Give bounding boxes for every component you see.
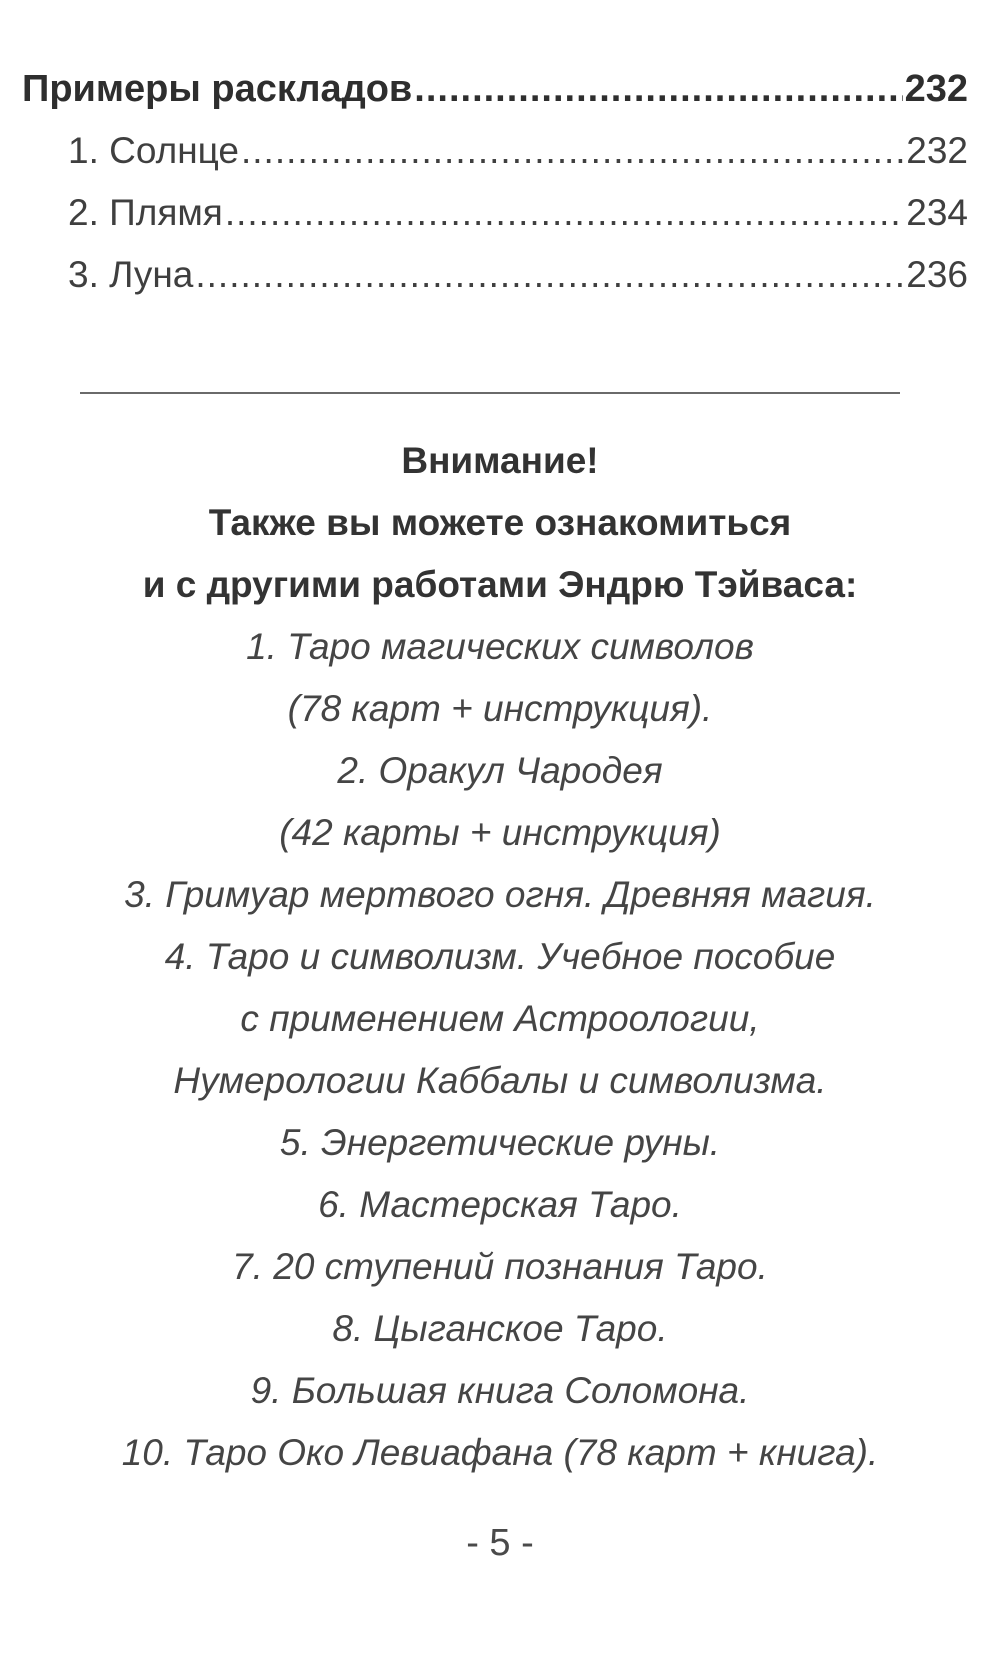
- works-list-line: 4. Таро и символизм. Учебное пособие: [164, 936, 836, 977]
- works-list-line: 9. Большая книга Соломона.: [250, 1370, 750, 1411]
- toc-item-label: 1. Солнце: [68, 130, 239, 171]
- page-number: - 5 -: [466, 1522, 534, 1564]
- notice-line-2: и с другими работами Эндрю Тэйваса:: [142, 564, 858, 605]
- works-list-line: (78 карт + инструкция).: [287, 688, 713, 729]
- works-list-line: 10. Таро Око Левиафана (78 карт + книга).: [121, 1432, 879, 1473]
- toc-item: [22, 244, 968, 306]
- toc-section-page: 232: [904, 68, 968, 110]
- section-divider: [80, 392, 900, 394]
- toc-leader-dots: [195, 244, 904, 306]
- toc-leader-dots: [225, 182, 904, 244]
- works-list-line: (42 карты + инструкция): [279, 812, 721, 853]
- notice-block: [0, 430, 1000, 1484]
- toc-section-heading: [22, 58, 968, 120]
- notice-title: Внимание!: [401, 440, 599, 481]
- works-list-line: 2. Оракул Чародея: [337, 750, 663, 791]
- toc-item: [22, 182, 968, 244]
- works-list: [0, 616, 1000, 1484]
- works-list-line: 8. Цыганское Таро.: [332, 1308, 668, 1349]
- notice-line-1: Также вы можете ознакомиться: [208, 502, 792, 543]
- works-list-line: 7. 20 ступений познания Таро.: [232, 1246, 768, 1287]
- toc-item-page: 232: [906, 130, 968, 171]
- toc-section-label: Примеры раскладов: [22, 68, 413, 110]
- table-of-contents: [22, 58, 968, 306]
- works-list-line: 6. Мастерская Таро.: [318, 1184, 682, 1225]
- works-list-line: с применением Астроологии,: [240, 998, 760, 1039]
- works-list-line: Нумерологии Каббалы и символизма.: [173, 1060, 827, 1101]
- toc-leader-dots: [241, 120, 904, 182]
- works-list-line: 3. Гримуар мертвого огня. Древняя магия.: [124, 874, 876, 915]
- toc-item-page: 234: [906, 192, 968, 233]
- toc-item-label: 2. Плямя: [68, 192, 223, 233]
- toc-leader-dots: [414, 58, 902, 120]
- works-list-line: 1. Таро магических символов: [246, 626, 754, 667]
- works-list-line: 5. Энергетические руны.: [279, 1122, 721, 1163]
- toc-item-page: 236: [906, 254, 968, 295]
- toc-item-label: 3. Луна: [68, 254, 194, 295]
- toc-item: [22, 120, 968, 182]
